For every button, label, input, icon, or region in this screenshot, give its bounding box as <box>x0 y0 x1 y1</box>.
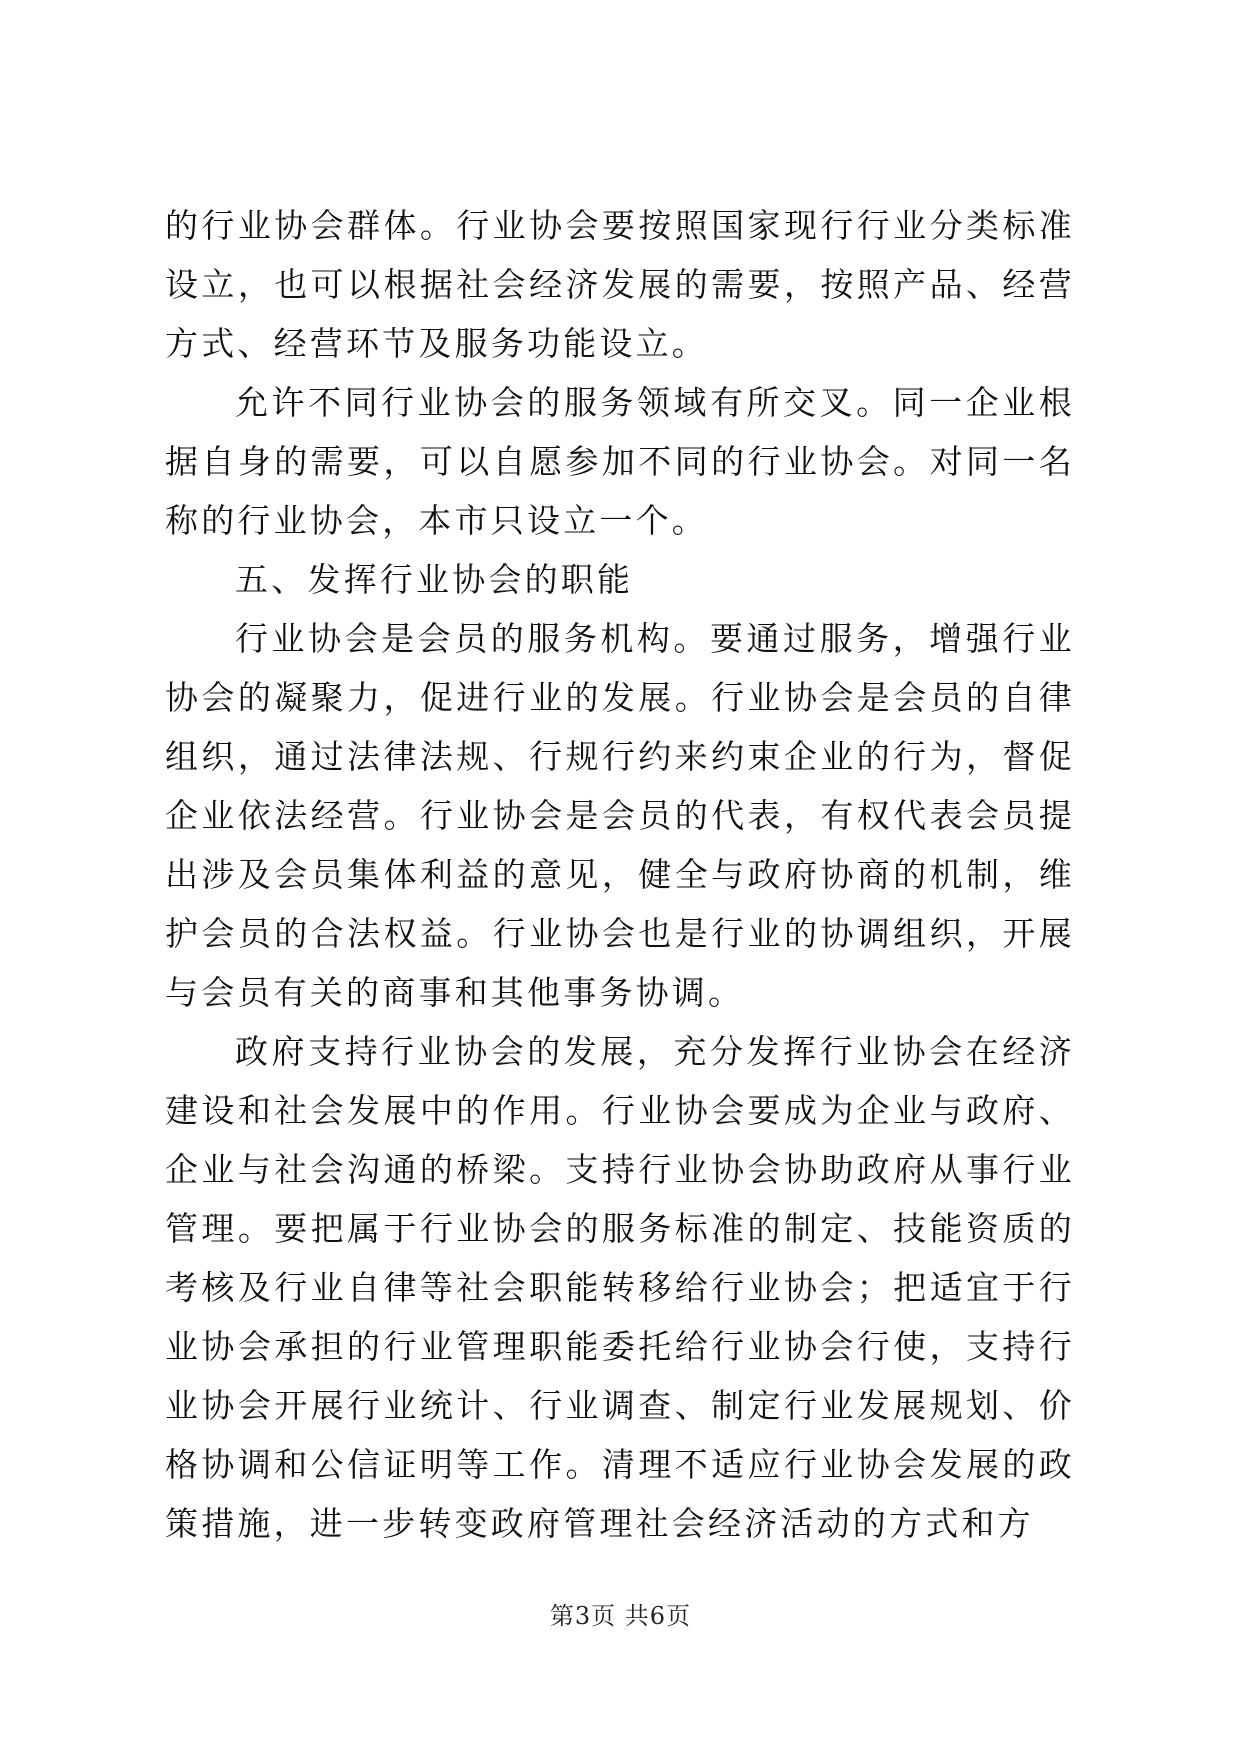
paragraph-overlap-rule: 允许不同行业协会的服务领域有所交叉。同一企业根据自身的需要，可以自愿参加不同的行业协会。对同一名称的行业协会，本市只设立一个。 <box>165 383 1075 540</box>
paragraph-association-functions: 行业协会是会员的服务机构。要通过服务，增强行业协会的凝聚力，促进行业的发展。行业协会是会员的自律组织，通过法律法规、行规行约来约束企业的行为，督促企业依法经营。行业协会是会员的代表，有权代表会员提出涉及会员集体利益的意见，健全与政府协商的机制，维护会员的合法权益。行业协会也是行业的协调组织，开展与会员有关的商事和其他事务协调。 <box>165 619 1075 1012</box>
paragraph-government-support: 政府支持行业协会的发展，充分发挥行业协会在经济建设和社会发展中的作用。行业协会要成为企业与政府、企业与社会沟通的桥梁。支持行业协会协助政府从事行业管理。要把属于行业协会的服务标准的制定、技能资质的考核及行业自律等社会职能转移给行业协会；把适宜于行业协会承担的行业管理职能委托给行业协会行使，支持行业协会开展行业统计、行业调查、制定行业发展规划、价格协调和公信证明等工作。清理不适应行业协会发展的政策措施，进一步转变政府管理社会经济活动的方式和方 <box>165 1032 1075 1543</box>
page-number-footer: 第3页 共6页 <box>549 1602 692 1630</box>
section-heading: 五、发挥行业协会的职能 <box>235 560 634 599</box>
paragraph-continuation: 的行业协会群体。行业协会要按照国家现行行业分类标准设立，也可以根据社会经济发展的需要，按照产品、经营方式、经营环节及服务功能设立。 <box>165 206 1075 363</box>
document-body <box>165 196 1075 1553</box>
